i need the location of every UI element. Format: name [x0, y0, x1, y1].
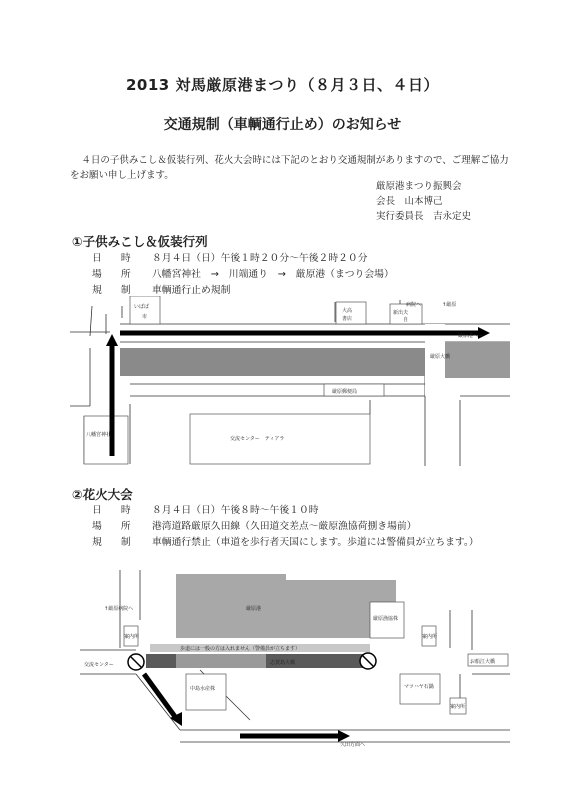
bottom-arrowhead	[338, 730, 350, 742]
label-izuhara-ohashi: 厳原大橋	[430, 354, 451, 360]
label-matsuhaya: マツハヤ石鍋	[404, 684, 434, 690]
section2-rule-row	[92, 534, 479, 548]
label-jidosha: 自	[403, 317, 409, 323]
label-to-kuta: 久田方面へ	[340, 742, 366, 748]
section1-place-value: 八幡宮神社 → 川端通り → 厳原港（まつり会場）	[152, 269, 394, 280]
label-fish-coop: 厳原漁協株	[373, 616, 399, 622]
port-area-top	[176, 574, 286, 584]
section1-heading: ①子供みこし＆仮装行列	[72, 234, 208, 249]
route-arrowhead-up	[106, 334, 118, 346]
label-ibaba: いばば	[134, 304, 150, 310]
organizer-name: 厳原港まつり振興会	[376, 181, 462, 192]
label-to-hospital: ↑厳原病院へ	[104, 606, 134, 612]
label-ichi: 市	[142, 314, 148, 320]
no-entry-icon	[360, 653, 376, 669]
label-guide3: 案内所	[450, 704, 466, 710]
label-shinde: 新出夫	[393, 310, 409, 316]
section2-date-row	[92, 502, 319, 516]
page-subtitle: 交通規制（車輌通行止め）のお知らせ	[163, 117, 402, 133]
road-shading-left	[120, 348, 425, 376]
section1-rule-row	[92, 282, 230, 296]
section2-date-value: ８月４日（日）午後８時～午後１０時	[152, 505, 319, 516]
label-port: 厳原港	[246, 606, 262, 612]
closed-road-light	[176, 654, 266, 668]
label-notice: 歩道には一般の方は入れません（警備員が立ちます）	[180, 646, 301, 652]
label-post-office: 厳原郵便局	[332, 389, 358, 395]
label-onfune: お船江大橋	[470, 659, 496, 665]
label-guide1: 案内所	[124, 634, 140, 640]
road-shading-right	[445, 342, 510, 378]
section2-rule-value: 車輌通行禁止（車道を歩行者天国にします。歩道には警備員が立ちます。）	[152, 537, 479, 548]
page-title: 2013 対馬厳原港まつり（８月３日、４日）	[126, 76, 439, 94]
section1-date-label: 日 時	[92, 253, 139, 264]
fireworks-map	[80, 570, 510, 750]
nakashima-box	[186, 674, 226, 710]
intro-paragraph: ４日の子供みこし＆仮装行列、花火大会時には下記のとおり交通規制がありますので、ご理解ご協力をお願い申し上げます。	[70, 155, 509, 181]
section2-place-row	[92, 518, 417, 532]
parade-route-map	[70, 296, 510, 466]
label-hachimangu: 八幡宮神社	[86, 432, 112, 438]
section1-place-label: 場 所	[92, 269, 139, 280]
section2-place-value: 港湾道路厳原久田線（久田道交差点～厳原漁協荷捌き場前）	[152, 521, 417, 532]
section1-date-value: ８月４日（日）午後１時２０分～午後２時２０分	[152, 253, 368, 264]
section2-place-label: 場 所	[92, 521, 139, 532]
section1-place-row	[92, 266, 394, 280]
section1-rule-value: 車輌通行止め規制	[152, 285, 231, 296]
label-ootaka: 大高	[342, 308, 353, 314]
label-nakashima: 中島水産株	[190, 686, 216, 692]
section1-date-row	[92, 250, 368, 264]
label-hospital: 病院へ	[406, 302, 422, 308]
hachimangu-box	[84, 416, 128, 464]
section1-rule-label: 規 制	[92, 285, 139, 296]
organizer-chair: 会長 山本博己	[376, 196, 443, 207]
section2-heading: ②花火大会	[72, 487, 133, 502]
section2-date-label: 日 時	[92, 505, 139, 516]
port-area	[176, 580, 399, 638]
diagonal-arrow	[144, 674, 176, 718]
section2-rule-label: 規 制	[92, 537, 139, 548]
label-center: 交流センター	[84, 662, 114, 668]
label-guide2: 案内所	[422, 634, 438, 640]
label-bridge: 志賀島大橋	[270, 660, 296, 666]
no-entry-icon	[128, 654, 144, 670]
label-center: 交流センター ティアラ	[230, 436, 285, 442]
label-shoten: 書店	[342, 316, 353, 322]
organizer-committee: 実行委員長 吉永定史	[376, 211, 472, 222]
label-to-port: 厳原港へ→	[458, 333, 483, 339]
label-izuhara-north: ↑厳原	[442, 302, 457, 308]
